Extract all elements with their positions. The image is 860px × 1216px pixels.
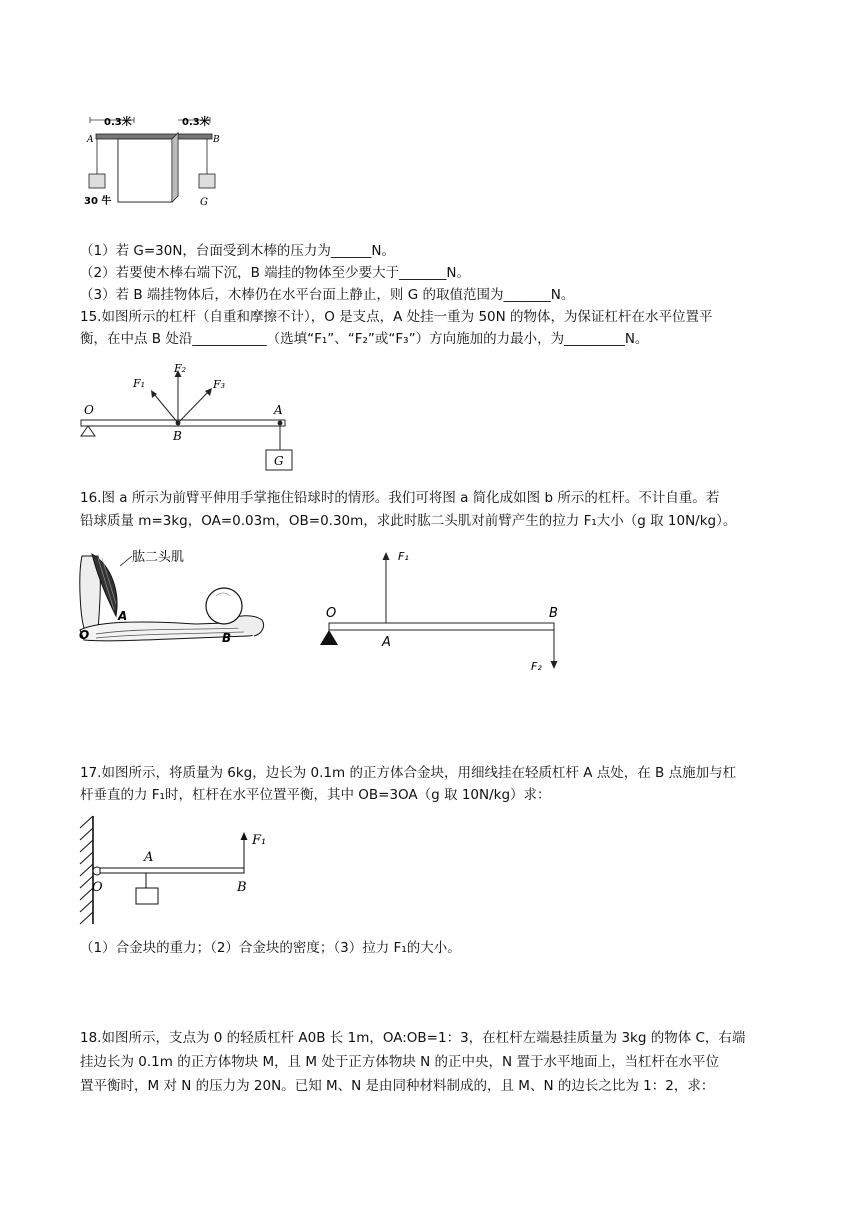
figure-q16b-lever — [316, 544, 566, 674]
label-o: O — [326, 606, 337, 621]
lever-rod — [81, 420, 285, 426]
label-f3: F₃ — [213, 378, 226, 391]
lever-rod — [100, 868, 244, 873]
label-f1: F₁ — [133, 377, 146, 390]
fulcrum — [320, 630, 338, 645]
q15-line1: 15.如图所示的杠杆（自重和摩擦不计），O 是支点，A 处挂一重为 50N 的物体，为保证杠杆在水平位置平 — [80, 309, 713, 325]
q14-part1: （1）若 G=30N，台面受到木棒的压力为______N。 — [80, 243, 396, 259]
q16-line2: 铅球质量 m=3kg，OA=0.03m，OB=0.30m，求此时肱二头肌对前臂产生的拉力 F₁大小（g 取 10N/kg）。 — [80, 513, 737, 529]
fulcrum — [81, 426, 95, 436]
left-weight — [89, 174, 105, 188]
label-right-length: 0.3米 — [182, 117, 210, 128]
label-left-weight: 30 牛 — [84, 196, 112, 207]
label-f1: F₁ — [398, 550, 409, 563]
q17-line1: 17.如图所示，将质量为 6kg，边长为 0.1m 的正方体合金块，用细线挂在轻质杠杆 A 点处，在 B 点施加与杠 — [80, 765, 737, 781]
label-a: A — [118, 609, 128, 623]
label-f2: F₂ — [531, 660, 542, 673]
q17-parts: （1）合金块的重力；（2）合金块的密度；（3）拉力 F₁的大小。 — [80, 940, 461, 956]
q18-line2: 挂边长为 0.1m 的正方体物块 M，且 M 处于正方体物块 N 的正中央，N 置于水平地面上，当杠杆在水平位 — [80, 1054, 719, 1070]
label-f2: F₂ — [174, 362, 187, 375]
label-b: B — [237, 880, 247, 895]
label-b: B — [222, 631, 232, 645]
q14-part2: （2）若要使木棒右端下沉，B 端挂的物体至少要大于_______N。 — [80, 265, 470, 281]
figure-q17-wall-lever — [76, 812, 276, 928]
q17-line2: 杆垂直的力 F₁时，杠杆在水平位置平衡，其中 OB=3OA（g 取 10N/kg）求： — [80, 787, 551, 803]
table-block — [118, 139, 172, 202]
q18-line3: 置平衡时，M 对 N 的压力为 20N。已知 M、N 是由同种材料制成的，且 M、N 的边长之比为 1：2，求： — [80, 1078, 715, 1094]
right-weight-g — [199, 174, 215, 188]
label-biceps: 肱二头肌 — [132, 550, 185, 565]
label-a: A — [144, 850, 154, 865]
label-b: B — [173, 429, 182, 443]
alloy-block — [136, 888, 158, 904]
label-a: A — [274, 403, 283, 417]
wooden-rod — [96, 134, 212, 139]
q16-line1: 16.图 a 所示为前臂平伸用手掌拖住铅球时的情形。我们可将图 a 简化成如图 b 所示的杠杆。不计自重。若 — [80, 490, 720, 506]
q18-line1: 18.如图所示，支点为 0 的轻质杠杆 A0B 长 1m，OA:OB=1：3，在杠杆左端悬挂质量为 3kg 的物体 C，右端 — [80, 1030, 746, 1046]
figure-q14-lever-on-table — [82, 112, 222, 212]
label-a: A — [87, 135, 94, 145]
q15-line2: 衡，在中点 B 处沿___________（选填“F₁”、“F₂”或“F₃”）方向施加的力最小，为_________N。 — [80, 331, 649, 347]
label-o: O — [92, 880, 103, 895]
label-f1: F₁ — [252, 833, 267, 848]
label-b: B — [213, 135, 220, 145]
label-g: G — [274, 454, 284, 468]
lever-rod — [329, 623, 554, 630]
figure-q15-lever — [76, 362, 306, 474]
label-o: O — [79, 628, 90, 642]
label-a: A — [382, 635, 391, 650]
label-g: G — [200, 197, 208, 208]
label-o: O — [84, 403, 94, 417]
label-left-length: 0.3米 — [104, 117, 132, 128]
label-b: B — [549, 606, 558, 621]
q14-part3: （3）若 B 端挂物体后，木棒仍在水平台面上静止，则 G 的取值范围为_______N。 — [80, 287, 575, 303]
figure-q16a-forearm — [76, 544, 276, 650]
